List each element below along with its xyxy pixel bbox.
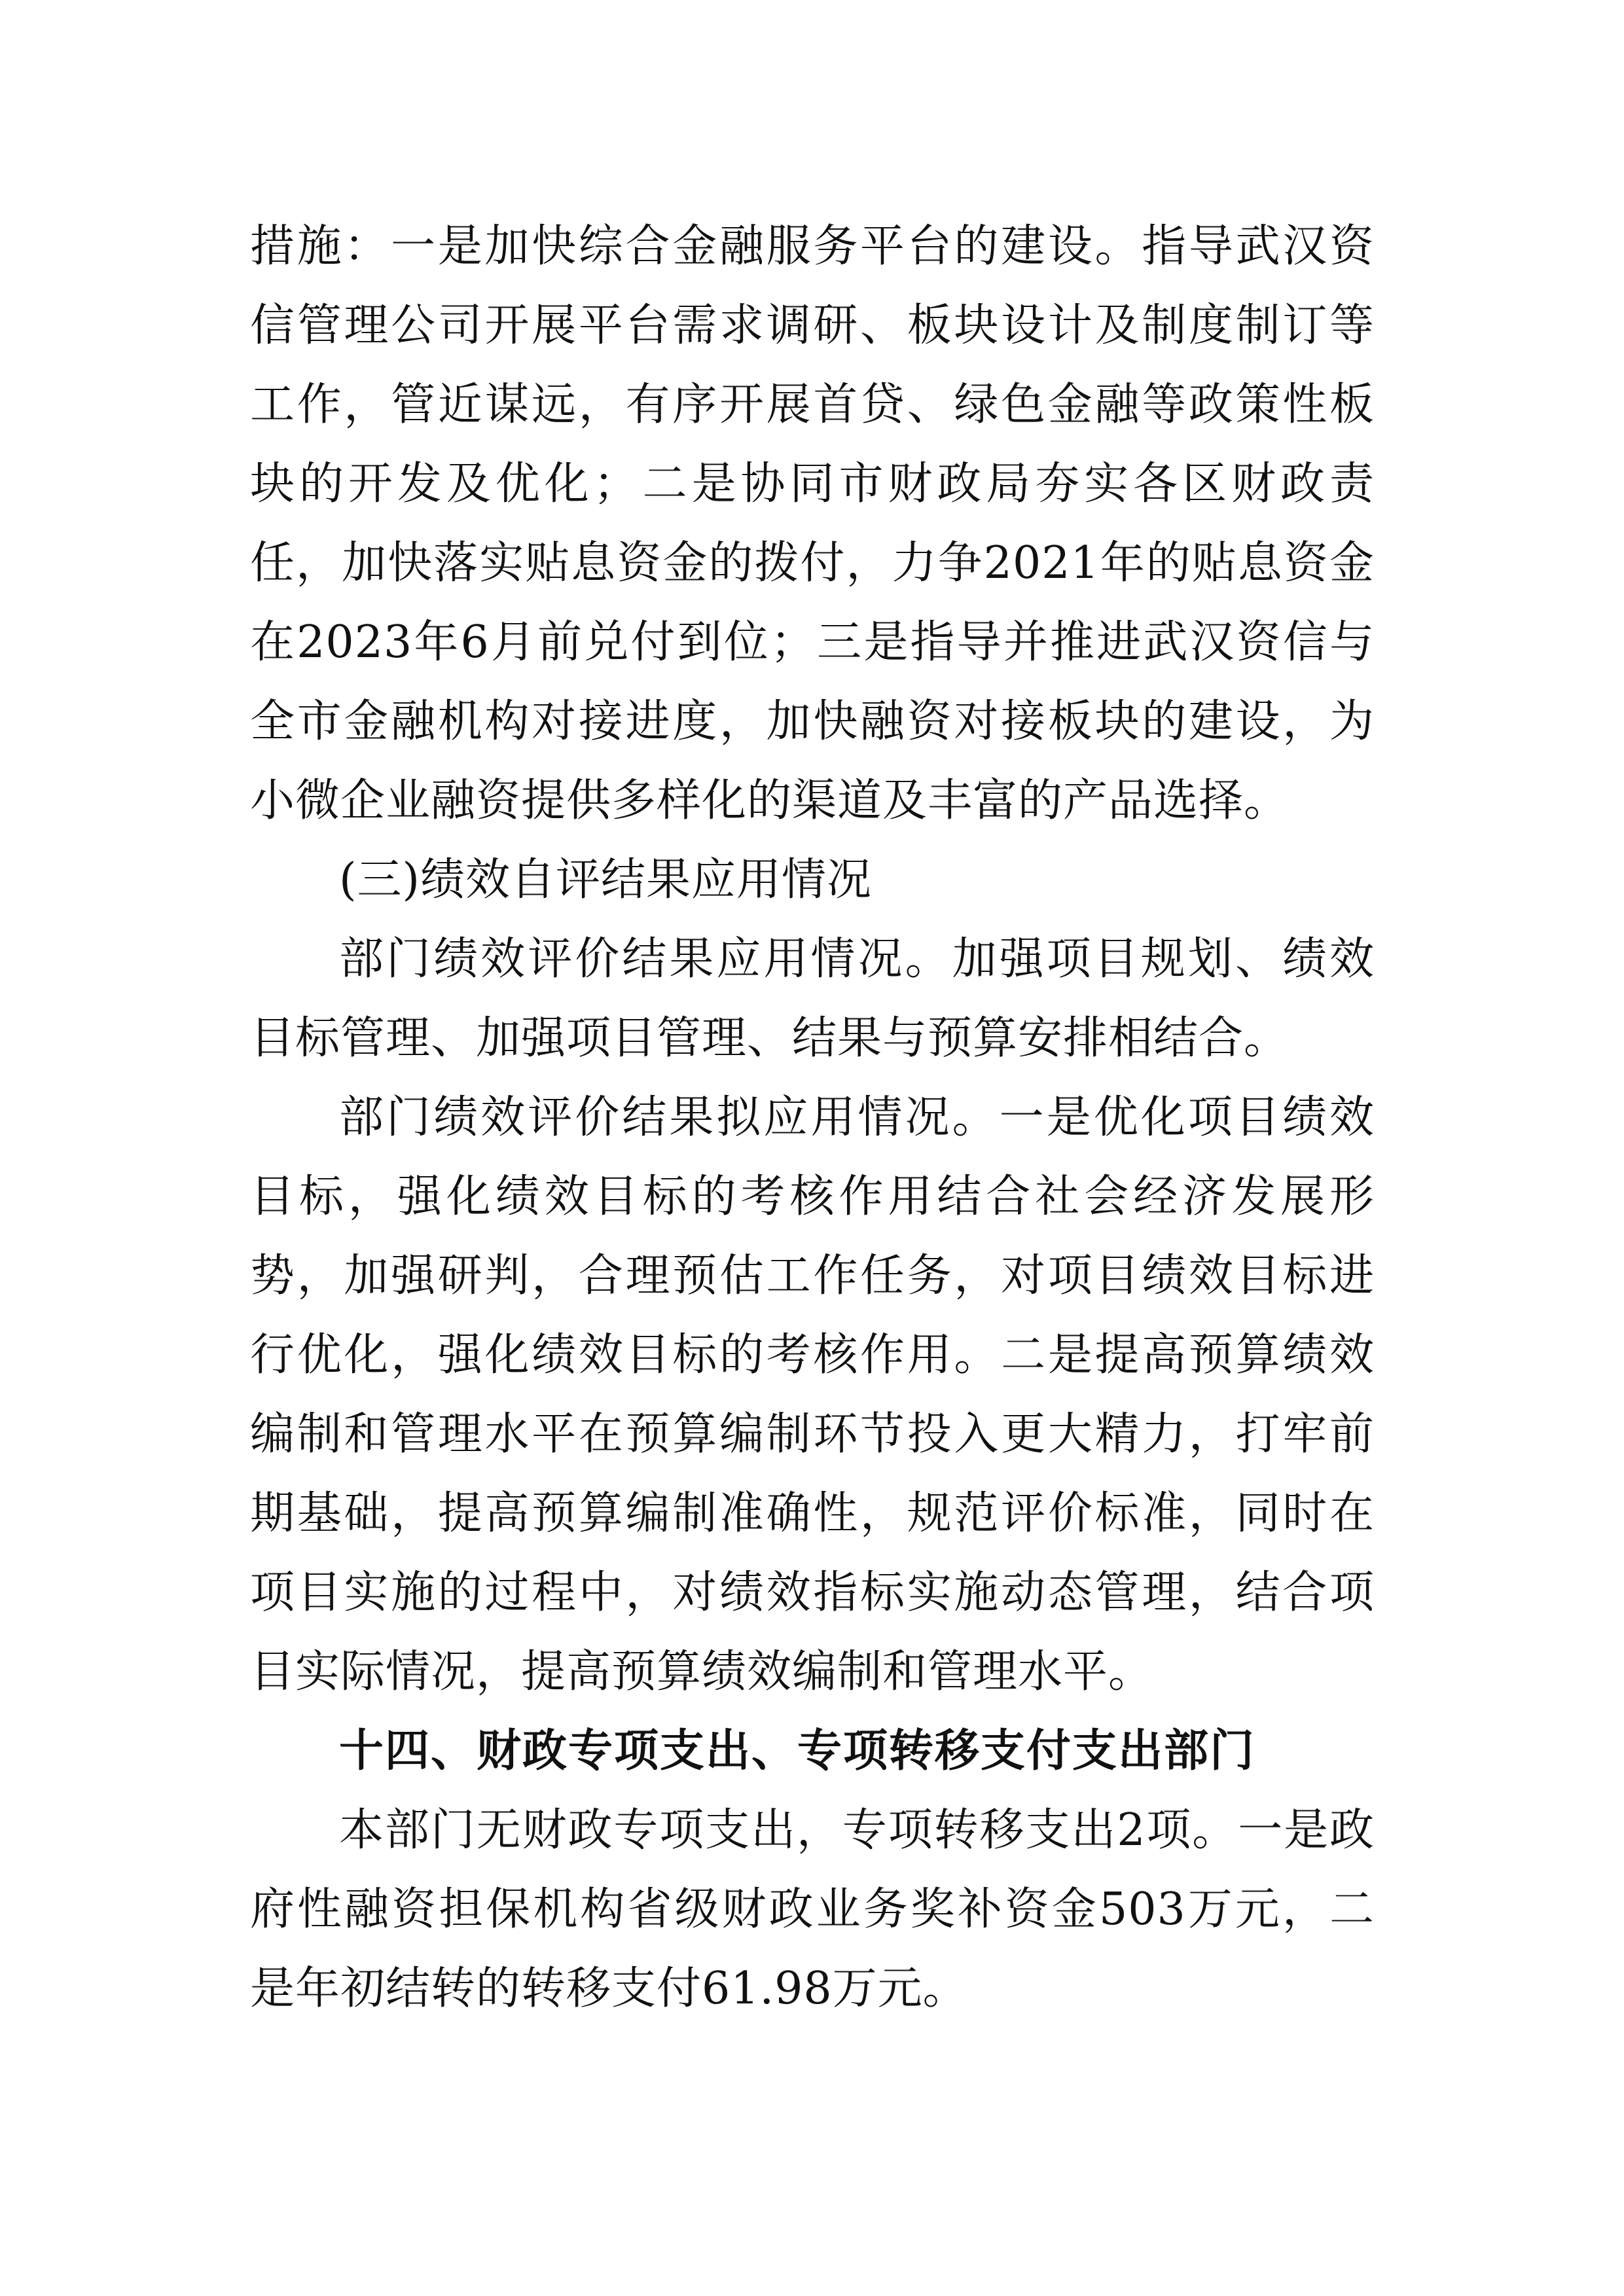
section-heading-special-expenditure: 十四、财政专项支出、专项转移支付支出部门: [339, 1725, 1256, 1777]
department-evaluation-planned-application-paragraph: 部门绩效评价结果拟应用情况。一是优化项目绩效目标，强化绩效目标的考核作用结合社会经济发展形势，加强研判，合理预估工作任务，对项目绩效目标进行优化，强化绩效目标的考核作用。二是提高预算绩效编制和管理水平在预算编制环节投入更大精力，打牢前期基础，提高预算编制准确性，规范评价标准，同时在项目实施的过程中，对绩效指标实施动态管理，结合项目实际情况，提高预算绩效编制和管理水平。: [250, 1092, 1375, 1698]
measures-paragraph: 措施：一是加快综合金融服务平台的建设。指导武汉资信管理公司开展平台需求调研、板块设计及制度制订等工作，管近谋远，有序开展首贷、绿色金融等政策性板块的开发及优化；二是协同市财政局夯实各区财政责任，加快落实贴息资金的拨付，力争2021年的贴息资金在2023年6月前兑付到位；三是指导并推进武汉资信与全市金融机构对接进度，加快融资对接板块的建设，为小微企业融资提供多样化的渠道及丰富的产品选择。: [250, 221, 1375, 827]
document-body: [250, 207, 1375, 2028]
department-evaluation-application-paragraph: 部门绩效评价结果应用情况。加强项目规划、绩效目标管理、加强项目管理、结果与预算安排相结合。: [250, 933, 1375, 1064]
special-transfer-expenditure-paragraph: 本部门无财政专项支出，专项转移支出2项。一是政府性融资担保机构省级财政业务奖补资金503万元，二是年初结转的转移支付61.98万元。: [250, 1804, 1375, 2015]
section-subheading-performance-application: (三)绩效自评结果应用情况: [339, 854, 873, 906]
